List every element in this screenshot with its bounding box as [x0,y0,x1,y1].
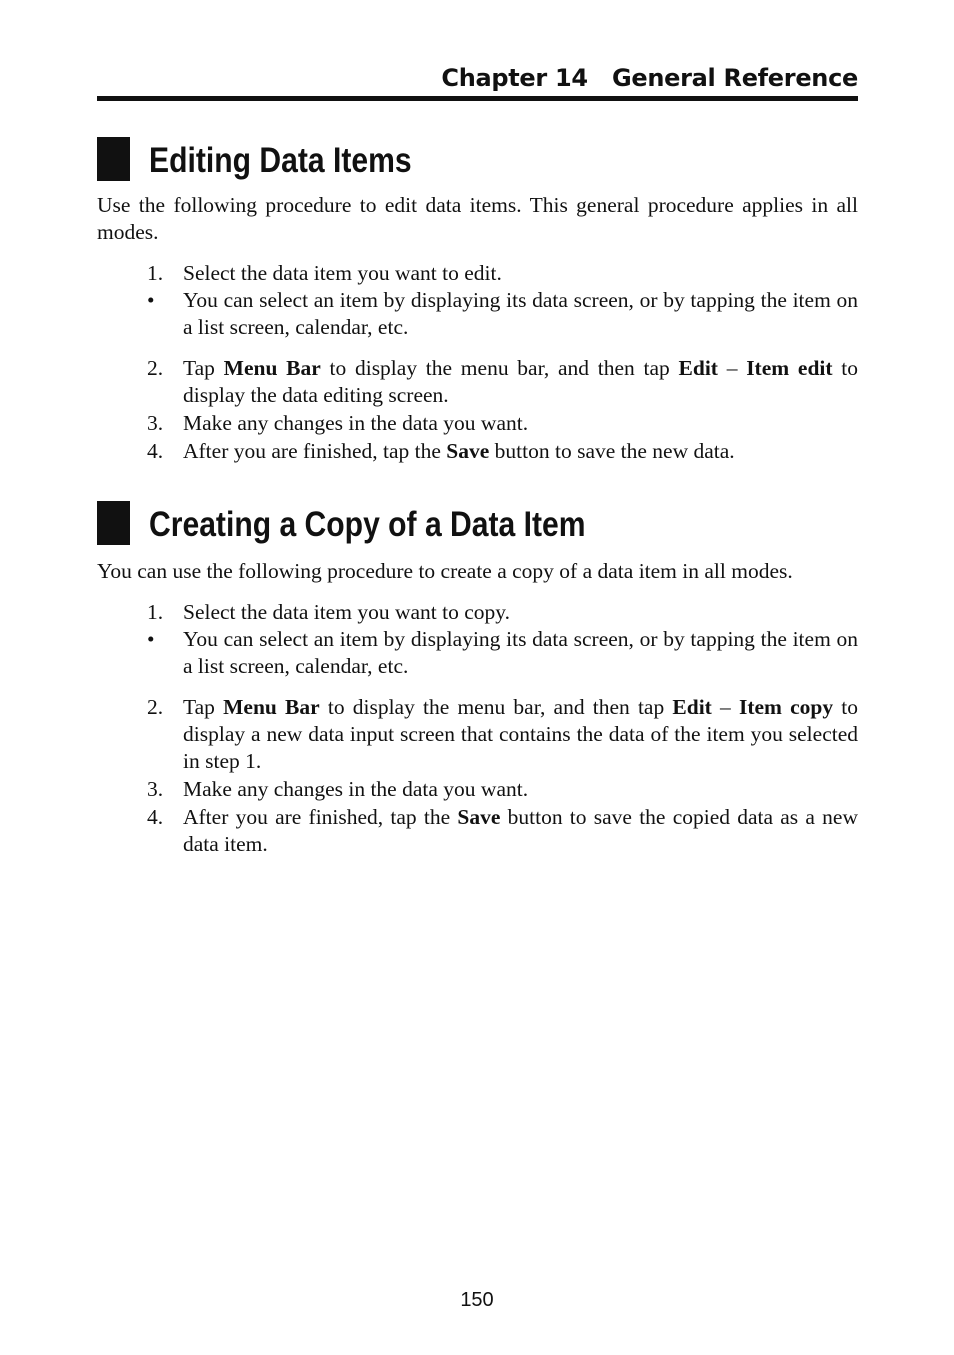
step-number: 3. [147,411,164,435]
section-heading-copy [97,501,858,545]
list-item [97,260,858,287]
item-copy-label: Item copy [738,695,834,719]
section-intro: You can use the following procedure to create a copy of a data item in all modes. [97,559,793,583]
step-number: 1. [147,600,164,624]
bullet-text: You can select an item by displaying its data screen, or by tapping the item on a list screen, calendar, etc. [183,627,858,678]
list-item [97,410,858,437]
chapter-title: Chapter 14 General Reference [441,64,858,92]
edit-label: Edit [672,695,712,719]
step-number: 4. [147,439,164,463]
section-title: Editing Data Items [149,141,412,180]
step-text: Make any changes in the data you want. [183,777,529,801]
save-label: Save [446,439,490,463]
step-number: 4. [147,805,164,829]
list-item [97,438,858,465]
step-number: 2. [147,695,164,719]
step-number: 3. [147,777,164,801]
section-heading-editing [97,137,858,181]
step-text: After you are finished, tap the Save button to save the copied data as a new data item. [183,805,858,856]
page-number: 150 [460,1289,494,1311]
list-item [97,776,858,803]
step-text: Select the data item you want to edit. [183,261,502,285]
section-intro: Use the following procedure to edit data items. This general procedure applies in all modes. [97,193,858,244]
step-text: Tap Menu Bar to display the menu bar, and then tap Edit – Item edit to display the data editing screen. [183,356,858,407]
step-number: 2. [147,356,164,380]
list-item [97,355,858,409]
item-edit-label: Item edit [746,356,833,380]
list-item [97,804,858,858]
step-number: 1. [147,261,164,285]
bullet-marker: • [147,288,155,312]
bullet-marker: • [147,627,155,651]
menu-bar-label: Menu Bar [223,695,320,719]
step-text: Tap Menu Bar to display the menu bar, and then tap Edit – Item copy to display a new data input screen that contains the data of the item you selected in step 1. [183,695,859,773]
section-title: Creating a Copy of a Data Item [149,505,586,544]
list-item [97,287,858,341]
step-text: Select the data item you want to copy. [183,600,510,624]
list-item [97,599,858,626]
step-text: Make any changes in the data you want. [183,411,529,435]
page-header [97,60,858,101]
save-label: Save [457,805,501,829]
list-item [97,626,858,680]
menu-bar-label: Menu Bar [223,356,321,380]
section-marker-block [97,501,130,545]
step-text: After you are finished, tap the Save button to save the new data. [183,439,735,463]
edit-label: Edit [678,356,718,380]
bullet-text: You can select an item by displaying its data screen, or by tapping the item on a list screen, calendar, etc. [183,288,858,339]
section-marker-block [97,137,130,181]
list-item [97,694,858,775]
